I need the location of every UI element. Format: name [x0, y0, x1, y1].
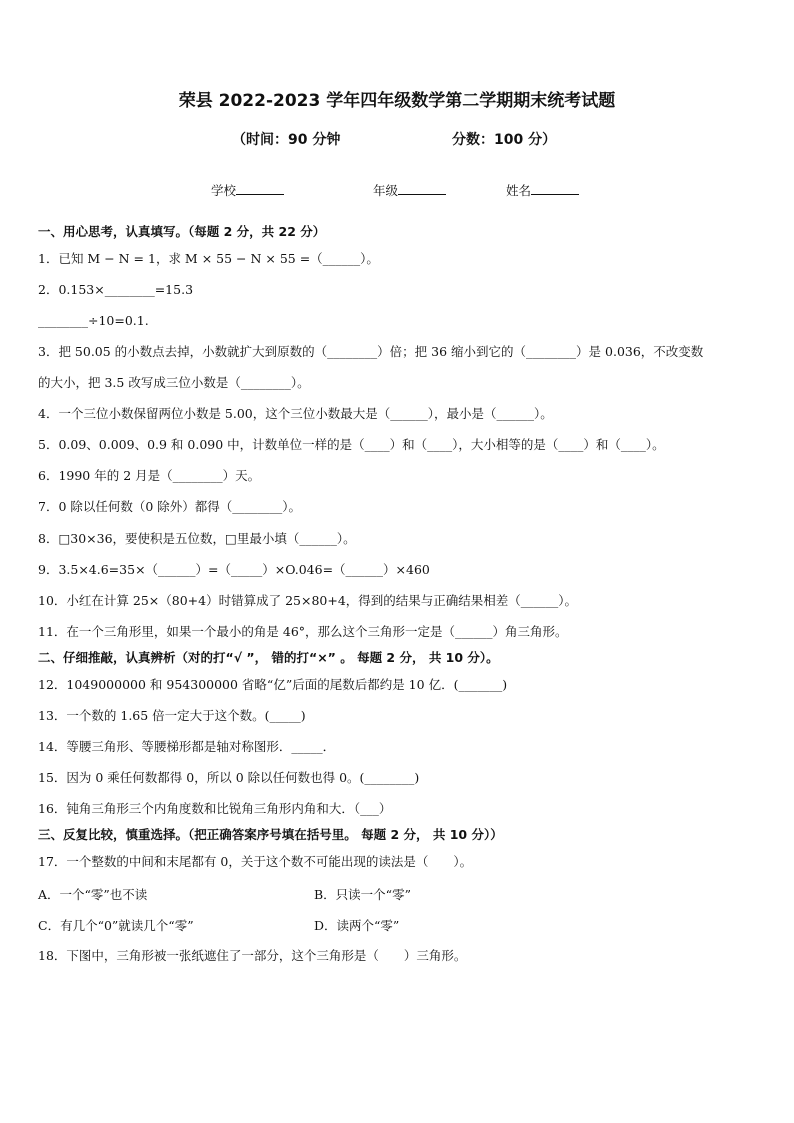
question-2-line-2: ________÷10=0.1.: [38, 313, 149, 328]
grade-blank[interactable]: [398, 182, 446, 195]
question-4: 4．一个三位小数保留两位小数是 5.00，这个三位小数最大是（______），最小是（______）。: [38, 406, 553, 421]
school-label: 学校: [211, 183, 237, 198]
question-8: 8．□30×36，要使积是五位数，□里最小填（______）。: [38, 531, 356, 546]
grade-label: 年级: [373, 183, 399, 198]
question-17-option-b[interactable]: B．只读一个“零”: [314, 887, 411, 902]
question-5: 5．0.09、0.009、0.9 和 0.090 中，计数单位一样的是（____）和（____），大小相等的是（____）和（____）。: [38, 437, 665, 452]
question-3-line-2: 的大小，把 3.5 改写成三位小数是（________）。: [38, 375, 310, 390]
exam-score: 分数：100 分）: [452, 132, 557, 148]
question-1: 1．已知 M − N = 1，求 M × 55 − N × 55 =（______）。: [38, 251, 379, 266]
question-18: 18．下图中，三角形被一张纸遮住了一部分，这个三角形是（ ）三角形。: [38, 948, 467, 963]
question-2-line-1: 2．0.153×________=15.3: [38, 282, 194, 297]
grade-field[interactable]: [373, 181, 446, 199]
name-field[interactable]: [506, 181, 579, 199]
school-field[interactable]: [211, 181, 284, 199]
section-1-heading: 一、用心思考，认真填写。（每题 2 分，共 22 分）: [38, 224, 326, 239]
school-blank[interactable]: [236, 182, 284, 195]
question-17-option-a[interactable]: A．一个“零”也不读: [38, 887, 148, 902]
question-15: 15．因为 0 乘任何数都得 0，所以 0 除以任何数也得 0。(________): [38, 770, 420, 785]
question-17-option-d[interactable]: D．读两个“零”: [314, 918, 400, 933]
question-10: 10．小红在计算 25×（80+4）时错算成了 25×80+4，得到的结果与正确结果相差（______）。: [38, 593, 578, 608]
name-label: 姓名: [506, 183, 532, 198]
exam-title: 荣县 2022-2023 学年四年级数学第二学期期末统考试题: [178, 91, 616, 111]
question-12: 12．1049000000 和 954300000 省略“亿”后面的尾数后都约是 10 亿．(_______): [38, 677, 508, 692]
question-17: 17．一个整数的中间和末尾都有 0，关于这个数不可能出现的读法是（ ）。: [38, 854, 473, 869]
section-3-heading: 三、反复比较，慎重选择。（把正确答案序号填在括号里。 每题 2 分， 共 10 分））: [38, 827, 503, 842]
exam-time: （时间：90 分钟: [232, 132, 341, 148]
question-16: 16．钝角三角形三个内角度数和比锐角三角形内角和大．（___）: [38, 801, 392, 816]
question-9: 9．3.5×4.6=35×（______）=（_____）×O.046=（______）×460: [38, 562, 430, 577]
question-6: 6．1990 年的 2 月是（________）天。: [38, 468, 261, 483]
question-13: 13．一个数的 1.65 倍一定大于这个数。(_____): [38, 708, 306, 723]
question-17-option-c[interactable]: C．有几个“0”就读几个“零”: [38, 918, 194, 933]
question-14: 14．等腰三角形、等腰梯形都是轴对称图形．_____．: [38, 739, 336, 754]
section-2-heading: 二、仔细推敲，认真辨析（对的打“√ ”， 错的打“×” 。 每题 2 分， 共 10 分）。: [38, 650, 499, 665]
question-7: 7．0 除以任何数（0 除外）都得（________）。: [38, 499, 302, 514]
question-3-line-1: 3．把 50.05 的小数点去掉，小数就扩大到原数的（________）倍；把 36 缩小到它的（________）是 0.036，不改变数: [38, 344, 704, 359]
question-11: 11．在一个三角形里，如果一个最小的角是 46°，那么这个三角形一定是（______）角三角形。: [38, 624, 568, 639]
name-blank[interactable]: [531, 182, 579, 195]
